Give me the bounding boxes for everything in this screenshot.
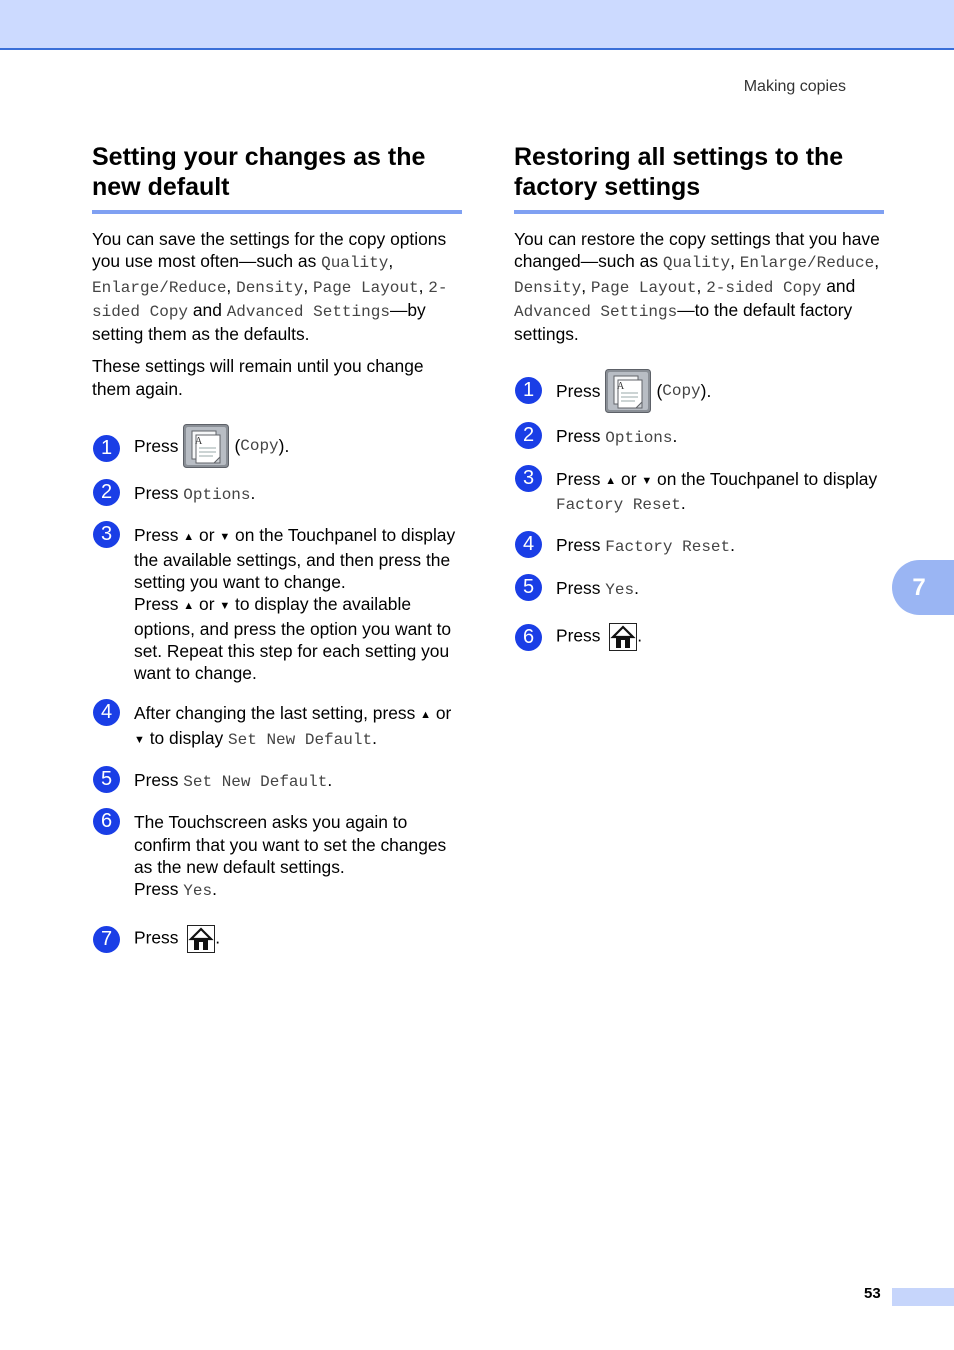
step-7 xyxy=(92,925,462,953)
step-number: 2 xyxy=(93,479,120,506)
intro-text-end: —by setting them as the defaults. xyxy=(92,299,426,345)
step-2 xyxy=(514,425,884,449)
step-number: 4 xyxy=(515,531,542,558)
intro-text: You can restore the copy settings that you have changed—such as xyxy=(514,229,880,272)
set-new-default-label: Set New Default xyxy=(228,730,373,749)
setting-2sided: 2-sided Copy xyxy=(706,278,822,297)
remain-paragraph: These settings will remain until you change them again. xyxy=(92,356,424,399)
step-text: Press xyxy=(556,381,601,402)
setting-enlarge: Enlarge/Reduce xyxy=(92,278,227,297)
step-number: 7 xyxy=(93,926,120,953)
setting-quality: Quality xyxy=(321,254,389,273)
paren-close: ). xyxy=(700,381,712,402)
yes-label: Yes xyxy=(183,882,213,901)
down-arrow-icon: ▼ xyxy=(134,733,145,746)
step-text: to display the available options, and press the option you want to set. Repeat this step for each setting you want to change. xyxy=(134,594,452,684)
step-text: or xyxy=(616,468,642,489)
running-head: Making copies xyxy=(743,78,846,95)
step-number: 3 xyxy=(93,521,120,548)
yes-label: Yes xyxy=(605,580,635,599)
step-text: or xyxy=(194,594,220,615)
sep: and xyxy=(821,275,856,296)
step-text: on the Touchpanel to display xyxy=(652,468,878,489)
svg-text:A: A xyxy=(195,436,203,448)
step-text: Press xyxy=(134,879,184,900)
step-3 xyxy=(514,468,884,517)
up-arrow-icon: ▲ xyxy=(183,531,195,544)
down-arrow-icon: ▼ xyxy=(219,531,231,544)
step-3 xyxy=(92,524,462,684)
step-6 xyxy=(514,623,884,651)
chapter-tab: 7 xyxy=(892,560,954,615)
section-heading-default: Setting your changes as the new default xyxy=(92,142,462,214)
step-number: 1 xyxy=(515,377,542,404)
step-end: . xyxy=(372,727,377,748)
intro-text: You can save the settings for the copy options you use most often—such as xyxy=(92,229,447,272)
step-end: . xyxy=(637,625,643,646)
sep: , xyxy=(388,251,394,272)
copy-label: Copy xyxy=(240,436,279,455)
step-number: 1 xyxy=(93,435,120,462)
up-arrow-icon: ▲ xyxy=(605,474,617,487)
step-text: or xyxy=(431,703,452,724)
step-end: . xyxy=(680,493,686,514)
step-text: After changing the last setting, press xyxy=(134,703,421,724)
step-text: Press xyxy=(134,927,179,948)
home-icon xyxy=(609,623,637,651)
step-end: . xyxy=(250,483,256,504)
copy-icon xyxy=(183,424,229,468)
step-end: . xyxy=(672,426,678,447)
setting-page-layout: Page Layout xyxy=(312,278,419,297)
sep: and xyxy=(188,299,227,320)
sep: , xyxy=(418,275,429,296)
factory-reset-label: Factory Reset xyxy=(556,496,681,515)
options-label: Options xyxy=(183,486,251,505)
section-heading-factory: Restoring all settings to the factory settings xyxy=(514,142,884,214)
intro-paragraph xyxy=(92,228,462,345)
sep: , xyxy=(730,251,740,272)
step-text: to display xyxy=(144,727,229,748)
step-number: 5 xyxy=(515,574,542,601)
sep: , xyxy=(581,275,591,296)
setting-2sided: 2-sided Copy xyxy=(92,278,448,321)
down-arrow-icon: ▼ xyxy=(641,474,653,487)
setting-density: Density xyxy=(514,278,582,297)
step-text: Press xyxy=(556,468,606,489)
step-5 xyxy=(514,577,884,601)
options-label: Options xyxy=(605,429,673,448)
step-6 xyxy=(92,811,462,902)
step-1 xyxy=(514,369,884,413)
step-end: . xyxy=(634,577,639,598)
setting-page-layout: Page Layout xyxy=(590,278,697,297)
step-2 xyxy=(92,482,462,506)
step-text: Press xyxy=(134,594,184,615)
intro-text-end: —to the default factory settings. xyxy=(514,299,853,345)
step-text: Press xyxy=(134,525,184,546)
steps-list-factory xyxy=(514,369,884,650)
step-4 xyxy=(514,534,884,558)
step-text: Press xyxy=(134,483,184,504)
page-bar xyxy=(892,1288,954,1306)
svg-text:A: A xyxy=(617,381,625,393)
step-text: The Touchscreen asks you again to confirm that you want to set the changes as the new default settings. xyxy=(134,812,447,877)
left-column xyxy=(92,142,462,953)
copy-icon xyxy=(605,369,651,413)
step-end: . xyxy=(730,535,735,556)
step-text: Press xyxy=(556,535,606,556)
step-text: Press xyxy=(134,435,179,456)
step-5 xyxy=(92,769,462,793)
step-text: Press xyxy=(556,426,606,447)
top-band xyxy=(0,0,954,50)
factory-reset-label: Factory Reset xyxy=(605,538,731,557)
step-text: Press xyxy=(556,625,601,646)
step-4 xyxy=(92,702,462,751)
paren-close: ). xyxy=(278,435,290,456)
setting-advanced: Advanced Settings xyxy=(226,302,390,321)
setting-quality: Quality xyxy=(662,254,731,273)
steps-list-default xyxy=(92,424,462,952)
setting-density: Density xyxy=(236,278,304,297)
sep: , xyxy=(696,275,707,296)
home-icon xyxy=(187,925,215,953)
paren-open: ( xyxy=(656,381,663,402)
step-end: . xyxy=(215,927,221,948)
step-1 xyxy=(92,424,462,468)
sep: , xyxy=(226,275,237,296)
step-text: Press xyxy=(134,770,184,791)
sep: , xyxy=(874,251,880,272)
step-number: 4 xyxy=(93,699,120,726)
step-text: or xyxy=(194,525,220,546)
step-number: 5 xyxy=(93,766,120,793)
step-number: 6 xyxy=(93,808,120,835)
right-column xyxy=(514,142,884,651)
step-number: 6 xyxy=(515,624,542,651)
set-new-default-label: Set New Default xyxy=(183,773,328,792)
up-arrow-icon: ▲ xyxy=(183,600,195,613)
step-number: 2 xyxy=(515,422,542,449)
copy-label: Copy xyxy=(662,382,701,401)
intro-paragraph xyxy=(514,228,884,345)
page-number: 53 xyxy=(864,1285,881,1302)
step-text: Press xyxy=(556,577,606,598)
paren-open: ( xyxy=(234,435,241,456)
step-end: . xyxy=(327,770,333,791)
up-arrow-icon: ▲ xyxy=(420,709,432,722)
setting-advanced: Advanced Settings xyxy=(514,302,678,321)
sep: , xyxy=(303,275,313,296)
down-arrow-icon: ▼ xyxy=(219,600,231,613)
setting-enlarge: Enlarge/Reduce xyxy=(739,254,875,273)
step-end: . xyxy=(212,879,217,900)
step-number: 3 xyxy=(515,465,542,492)
step-text: on the Touchpanel to display the available settings, and then press the setting you want to change. xyxy=(134,525,456,592)
